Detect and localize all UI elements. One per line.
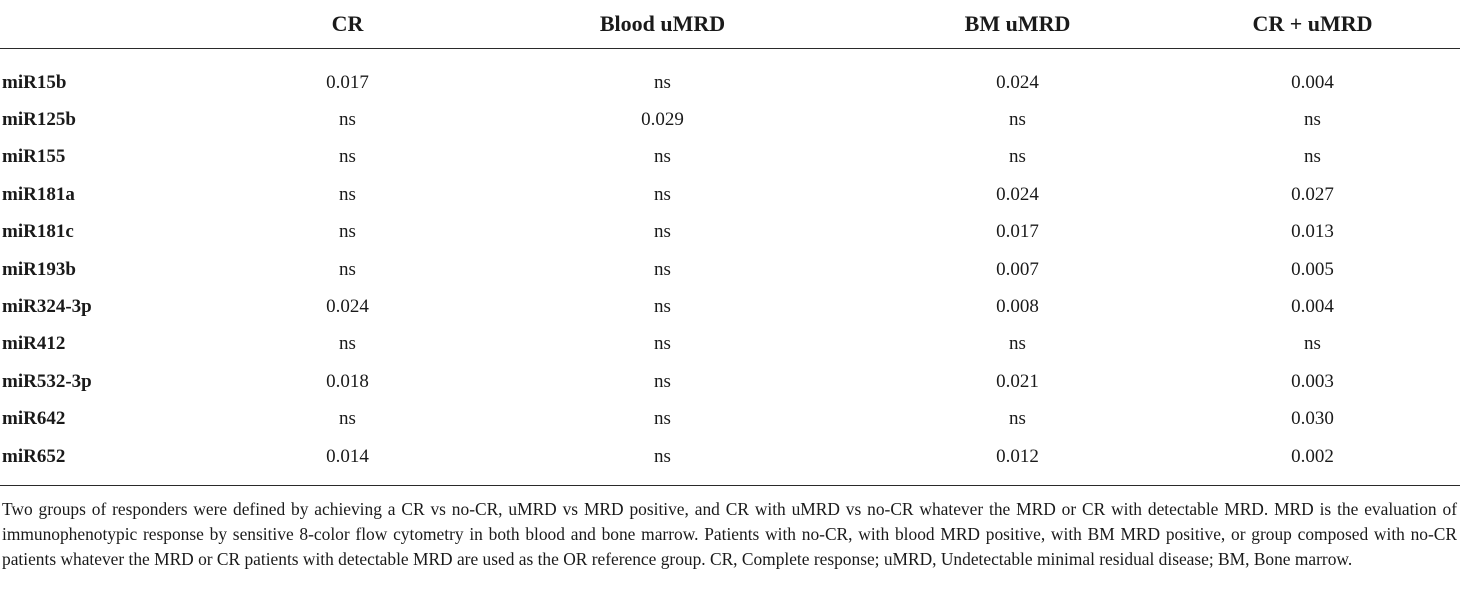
cell-blood-umrd: ns	[654, 146, 671, 168]
cell-cr: ns	[339, 333, 356, 355]
cell-cr-umrd: 0.003	[1291, 370, 1334, 392]
cell-bm-umrd: ns	[1009, 109, 1026, 131]
row-label: miR324-3p	[2, 296, 92, 318]
cell-cr-umrd: 0.030	[1291, 408, 1334, 430]
cell-cr: ns	[339, 183, 356, 205]
table-row	[0, 139, 1460, 176]
cell-cr-umrd: 0.013	[1291, 221, 1334, 243]
cell-bm-umrd: 0.024	[996, 183, 1039, 205]
cell-blood-umrd: ns	[654, 258, 671, 280]
cell-cr-umrd: ns	[1304, 146, 1321, 168]
table-body	[0, 49, 1460, 486]
row-label: miR193b	[2, 258, 76, 280]
cell-cr: 0.018	[326, 370, 369, 392]
header-cr-umrd: CR + uMRD	[1165, 0, 1460, 49]
row-label: miR15b	[2, 71, 67, 93]
cell-cr-umrd: 0.027	[1291, 183, 1334, 205]
header-blank	[0, 0, 240, 49]
cell-cr-umrd: ns	[1304, 333, 1321, 355]
row-label: miR155	[2, 146, 66, 168]
cell-blood-umrd: ns	[654, 333, 671, 355]
row-label: miR412	[2, 333, 66, 355]
cell-cr-umrd: 0.002	[1165, 438, 1460, 486]
cell-cr-umrd: 0.004	[1291, 296, 1334, 318]
row-label: miR181c	[2, 221, 74, 243]
cell-bm-umrd: 0.021	[996, 370, 1039, 392]
header-cr: CR	[240, 0, 455, 49]
cell-bm-umrd: 0.007	[996, 258, 1039, 280]
cell-cr: ns	[339, 109, 356, 131]
cell-blood-umrd: ns	[654, 370, 671, 392]
cell-bm-umrd: ns	[1009, 146, 1026, 168]
cell-cr-umrd: 0.004	[1291, 71, 1334, 93]
table-row	[0, 251, 1460, 288]
cell-cr: 0.017	[326, 71, 369, 93]
cell-bm-umrd: 0.008	[996, 296, 1039, 318]
cell-blood-umrd: ns	[654, 71, 671, 93]
cell-cr: ns	[339, 146, 356, 168]
cell-blood-umrd: 0.029	[641, 109, 684, 131]
cell-blood-umrd: ns	[654, 221, 671, 243]
row-label: miR181a	[2, 183, 75, 205]
cell-cr: ns	[339, 258, 356, 280]
table-row	[0, 176, 1460, 213]
cell-bm-umrd: 0.017	[996, 221, 1039, 243]
table-row	[0, 363, 1460, 400]
table-row	[0, 401, 1460, 438]
header-row	[0, 0, 1460, 49]
cell-bm-umrd: 0.012	[870, 438, 1165, 486]
cell-cr-umrd: ns	[1304, 109, 1321, 131]
cell-bm-umrd: 0.024	[996, 71, 1039, 93]
cell-cr: ns	[339, 221, 356, 243]
header-bm-umrd: BM uMRD	[870, 0, 1165, 49]
cell-blood-umrd: ns	[654, 296, 671, 318]
row-label: miR125b	[2, 109, 76, 131]
cell-bm-umrd: ns	[1009, 333, 1026, 355]
table-row	[0, 214, 1460, 251]
table-row	[0, 288, 1460, 325]
cell-cr: 0.014	[240, 438, 455, 486]
row-label: miR532-3p	[2, 370, 92, 392]
cell-cr: 0.024	[326, 296, 369, 318]
table-header	[0, 0, 1460, 49]
table-row	[0, 438, 1460, 486]
cell-bm-umrd: ns	[1009, 408, 1026, 430]
cell-blood-umrd: ns	[455, 438, 870, 486]
cell-cr: ns	[339, 408, 356, 430]
row-label: miR642	[2, 408, 66, 430]
header-blood-umrd: Blood uMRD	[455, 0, 870, 49]
cell-cr-umrd: 0.005	[1291, 258, 1334, 280]
table-row	[0, 49, 1460, 102]
row-label: miR652	[0, 438, 240, 486]
table-row	[0, 101, 1460, 138]
cell-blood-umrd: ns	[654, 408, 671, 430]
cell-blood-umrd: ns	[654, 183, 671, 205]
table-row	[0, 326, 1460, 363]
table-footnote: Two groups of responders were defined by achieving a CR vs no-CR, uMRD vs MRD positive, and CR with uMRD vs no-CR whatever the MRD or CR with detectable MRD. MRD is the evaluation of immunophenotypic response by sensitive 8-color flow cytometry in both blood and bone marrow. Patients with no-CR, with blood MRD positive, with BM MRD positive, or group composed with no-CR patients whatever the MRD or CR patients with detectable MRD are used as the OR reference group. CR, Complete response; uMRD, Undetectable minimal residual disease; BM, Bone marrow.	[2, 499, 1457, 570]
